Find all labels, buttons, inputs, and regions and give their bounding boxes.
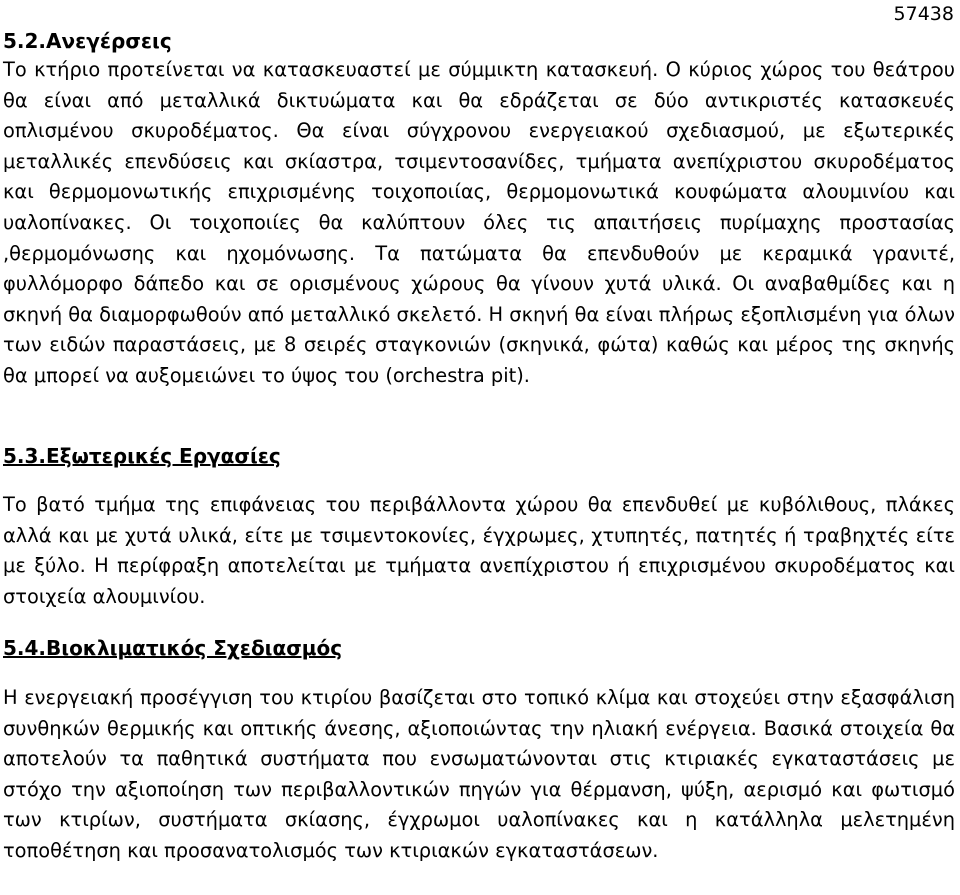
section-heading-anegerseis: 5.2.Ανεγέρσεις <box>3 29 172 53</box>
section-paragraph-bioklimatikos-sxediasmos: Η ενεργειακή προσέγγιση του κτιρίου βασίζεται στο τοπικό κλίμα και στοχεύει στην εξασφάλιση συνθηκών θερμικής και οπτικής άνεσης, αξιοποιώντας την ηλιακή ενέργεια. Βασικά στοιχεία θα αποτελούν τα παθητικά συστήματα που ενσωματώνονται στις κτιριακές εγκαταστάσεις με στόχο την αξιοποίηση των περιβαλλοντικών πηγών για θέρμανση, ψύξη, αερισμό και φωτισμό των κτιρίων, συστήματα σκίασης, έγχρωμοι υαλοπίνακες και η κατάλληλα μελετημένη τοποθέτηση και προσανατολισμός των κτιριακών εγκαταστάσεων. <box>3 686 955 862</box>
section-heading-exoterikes-ergasies: 5.3.Εξωτερικές Εργασίες <box>3 444 281 468</box>
section-paragraph-exoterikes-ergasies: Το βατό τμήμα της επιφάνειας του περιβάλλοντα χώρου θα επενδυθεί με κυβόλιθους, πλάκες αλλά και με χυτά υλικά, είτε με τσιμεντοκονίες, έγχρωμες, χτυπητές, πατητές ή τραβηχτές είτε με ξύλο. Η περίφραξη αποτελείται με τμήματα ανεπίχριστου ή επιχρισμένου σκυροδέματος και στοιχεία αλουμινίου. <box>3 493 955 608</box>
section-heading-bioklimatikos-sxediasmos: 5.4.Βιοκλιματικός Σχεδιασμός <box>3 636 343 660</box>
page-number: 57438 <box>893 3 954 25</box>
section-paragraph-anegerseis: Το κτήριο προτείνεται να κατασκευαστεί με σύμμικτη κατασκευή. Ο κύριος χώρος του θεάτρου θα είναι από μεταλλικά δικτυώματα και θα εδράζεται σε δύο αντικριστές κατασκευές οπλισμένου σκυροδέματος. Θα είναι σύγχρονου ενεργειακού σχεδιασμού, με εξωτερικές μεταλλικές επενδύσεις και σκίαστρα, τσιμεντοσανίδες, τμήματα ανεπίχριστου σκυροδέματος και θερμομονωτικής επιχρισμένης τοιχοποιίας, θερμομονωτικά κουφώματα αλουμινίου και υαλοπίνακες. Οι τοιχοποιίες θα καλύπτουν όλες τις απαιτήσεις πυρίμαχης προστασίας ,θερμομόνωσης και ηχομόνωσης. Τα πατώματα θα επενδυθούν με κεραμικά γρανιτέ, φυλλόμορφο δάπεδο και σε ορισμένους χώρους θα γίνουν χυτά υλικά. Οι αναβαθμίδες και η σκηνή θα διαμορφωθούν από μεταλλικό σκελετό. Η σκηνή θα είναι πλήρως εξοπλισμένη για όλων των ειδών παραστάσεις, με 8 σειρές σταγκονιών (σκηνικά, φώτα) καθώς και μέρος της σκηνής θα μπορεί να αυξομειώνει το ύψος του (orchestra pit). <box>3 58 955 387</box>
